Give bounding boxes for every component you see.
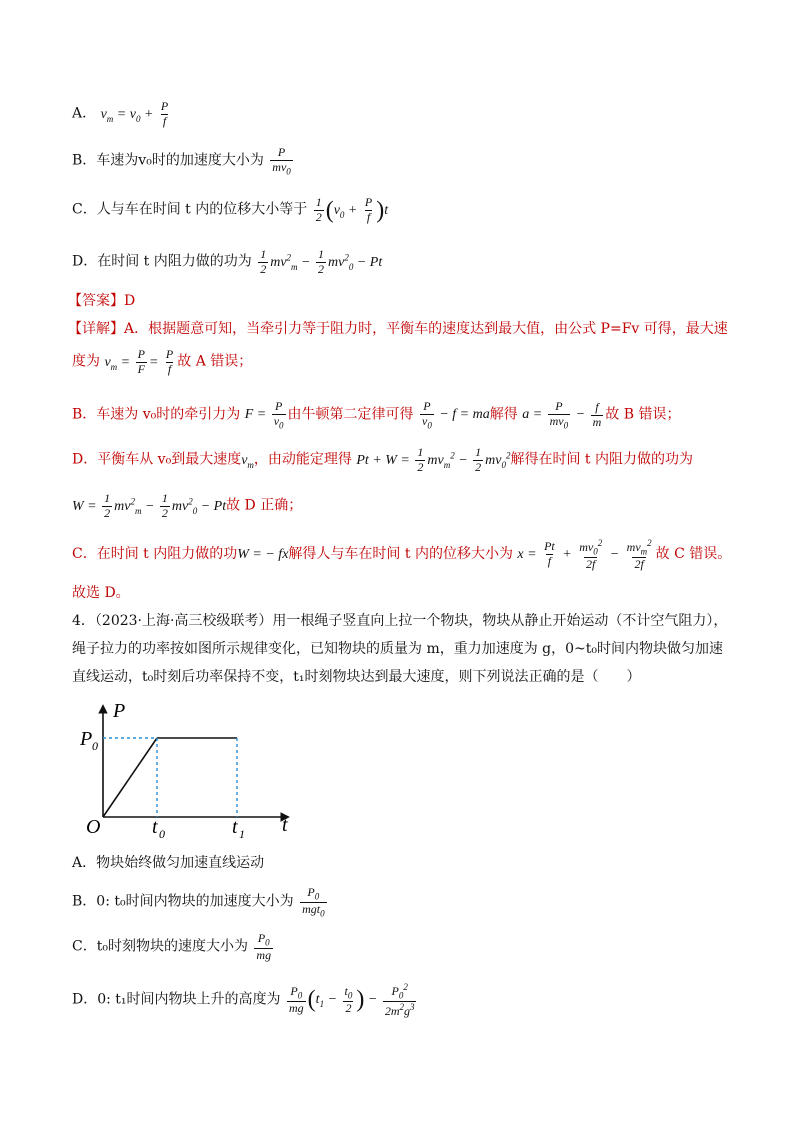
detail-b-mid1: 由牛顿第二定律可得 (287, 406, 414, 423)
x-axis-label: t (282, 814, 288, 836)
detail-text-1: A．根据题意可知，当牵引力等于阻力时，平衡车的速度达到最大值，由公式 P=Fv 可得，最大速 (124, 321, 728, 337)
t0-label: t (152, 816, 158, 838)
t0-sub: 0 (159, 827, 165, 841)
option-a-label: A． (72, 105, 97, 122)
detail-w (72, 492, 302, 521)
detail-label: 【详解】 (68, 321, 124, 337)
detail-c-mid: 解得人与车在时间 t 内的位移大小为 (288, 545, 513, 562)
detail-d-prefix: D．平衡车从 v₀到最大速度 (72, 451, 242, 468)
q4-option-d-text: D．0: t₁时间内物块上升的高度为 (72, 991, 281, 1008)
t1-sub: 1 (239, 827, 245, 841)
q4-option-d (72, 982, 418, 1019)
y-axis-label: P (113, 700, 126, 722)
answer-value: D (124, 293, 136, 309)
detail-line-1 (68, 318, 728, 338)
detail-b-suffix: 故 B 错误； (605, 406, 681, 423)
formula-w: W = $\frac{1}{2}$ $mv^2_m$ − $\frac{1}{2}$ $mv^2_0 - Pt$ (72, 491, 227, 520)
q4-line-1 (72, 610, 727, 630)
formula-energy: Pt + W = $\frac{1}{2}$ $mv_m^2$ − $\frac{1}{2}$ $mv_0^2$ (356, 445, 511, 474)
formula-newton: $\frac{P}{v_0}$ − f = ma (422, 399, 490, 431)
q4-option-a-text: A．物块始终做匀加速直线运动 (72, 855, 265, 871)
formula-F: F = $\frac{P}{v_0}$ (244, 399, 284, 431)
formula-vm-d: $v_m$ (241, 452, 254, 470)
option-d-label: D． (72, 253, 98, 270)
formula-q4d: $\frac{P_0}{mg}$ ($t_1$ − $\frac{t_0}{2}$ ) − $\frac{P_0^2}{2m^2g^3}$ (289, 982, 415, 1018)
option-d (72, 248, 382, 277)
q4-text-3: 直线运动，t₀时刻后功率保持不变，t₁时刻物块达到最大速度，则下列说法正确的是（ ） (72, 669, 641, 685)
q4-option-c-text: C．t₀时刻物块的速度大小为 (72, 938, 248, 955)
power-time-graph (80, 700, 310, 845)
q4-option-b-text: B．0: t₀时间内物块的加速度大小为 (72, 893, 294, 910)
detail-b-mid2: 解得 (489, 406, 518, 423)
q4-line-2 (72, 638, 723, 658)
origin-label: O (86, 816, 101, 838)
detail-c-suffix: 故 C 错误。 (655, 545, 732, 562)
answer-label: 【答案】 (68, 293, 124, 309)
option-d-text: 在时间 t 内阻力做的功为 (97, 253, 252, 270)
power-ramp (103, 738, 157, 817)
detail-c-prefix: C．在时间 t 内阻力做的功 (72, 545, 238, 562)
detail-d-suffix: 解得在时间 t 内阻力做的功为 (510, 451, 694, 468)
formula-q4b: $\frac{P_0}{mgt_0}$ (302, 885, 325, 919)
formula-a-result: a = $\frac{P}{mv_0}$ − $\frac{f}{m}$ (522, 399, 602, 431)
t1-label: t (232, 816, 238, 838)
detail-text-2-suffix: 故 A 错误； (177, 353, 253, 370)
conclusion-text: 故选 D。 (72, 585, 130, 601)
option-c (72, 196, 388, 225)
option-b-label: B． (72, 152, 97, 169)
formula-x: x = $\frac{Pt}{f}$ + $\frac{mv_0^2}{2f}$ − $\frac{mv_m^2}{2f}$ (517, 538, 652, 571)
option-c-text: 人与车在时间 t 内的位移大小等于 (96, 201, 308, 218)
option-b-text: 车速为v₀时的加速度大小为 (96, 152, 264, 169)
q4-text-2: 绳子拉力的功率按如图所示规律变化，已知物块的质量为 m，重力加速度为 g，0~t₀时间内物块做匀加速 (72, 641, 724, 657)
q4-text-1: 4．（2023·上海·高三校级联考）用一根绳子竖直向上拉一个物块，物块从静止开始运动（不计空气阻力）， (72, 613, 728, 629)
formula-d: $\frac{1}{2}$ $mv^2_m$ − $\frac{1}{2}$ $mv^2_0 - Pt$ (260, 247, 383, 276)
detail-c (72, 538, 731, 572)
formula-wfx: W = − fx (237, 546, 289, 562)
formula-b: $\frac{P}{mv_0}$ (272, 145, 291, 177)
q4-option-a (72, 852, 264, 872)
option-c-label: C． (72, 201, 97, 218)
detail-line-2 (72, 348, 252, 377)
formula-c: $\frac{1}{2}$ ($v_0$ + $\frac{P}{f}$ )t (315, 195, 389, 224)
detail-d (72, 446, 693, 475)
detail-b (72, 400, 680, 431)
answer-line (68, 290, 135, 310)
option-b (72, 146, 295, 177)
option-a (72, 100, 172, 129)
q4-option-b (72, 886, 329, 918)
p0-sub: 0 (92, 739, 98, 753)
q4-option-c (72, 932, 275, 963)
formula-a: $v_m = v_0$ + $\frac{P}{f}$ (100, 99, 169, 128)
detail-d-mid: ，由动能定理得 (253, 451, 352, 468)
formula-q4c: $\frac{P_0}{mg}$ (256, 931, 272, 962)
detail-b-prefix: B．车速为 v₀时的牵引力为 (72, 406, 241, 423)
conclusion (72, 582, 130, 602)
detail-text-2-prefix: 度为 (72, 353, 100, 370)
formula-vm: $v_m$ = $\frac{P}{F}$ = $\frac{P}{f}$ (104, 347, 174, 376)
detail-w-suffix: 故 D 正确； (226, 497, 303, 514)
q4-line-3 (72, 666, 640, 686)
p0-label: P (80, 728, 93, 750)
